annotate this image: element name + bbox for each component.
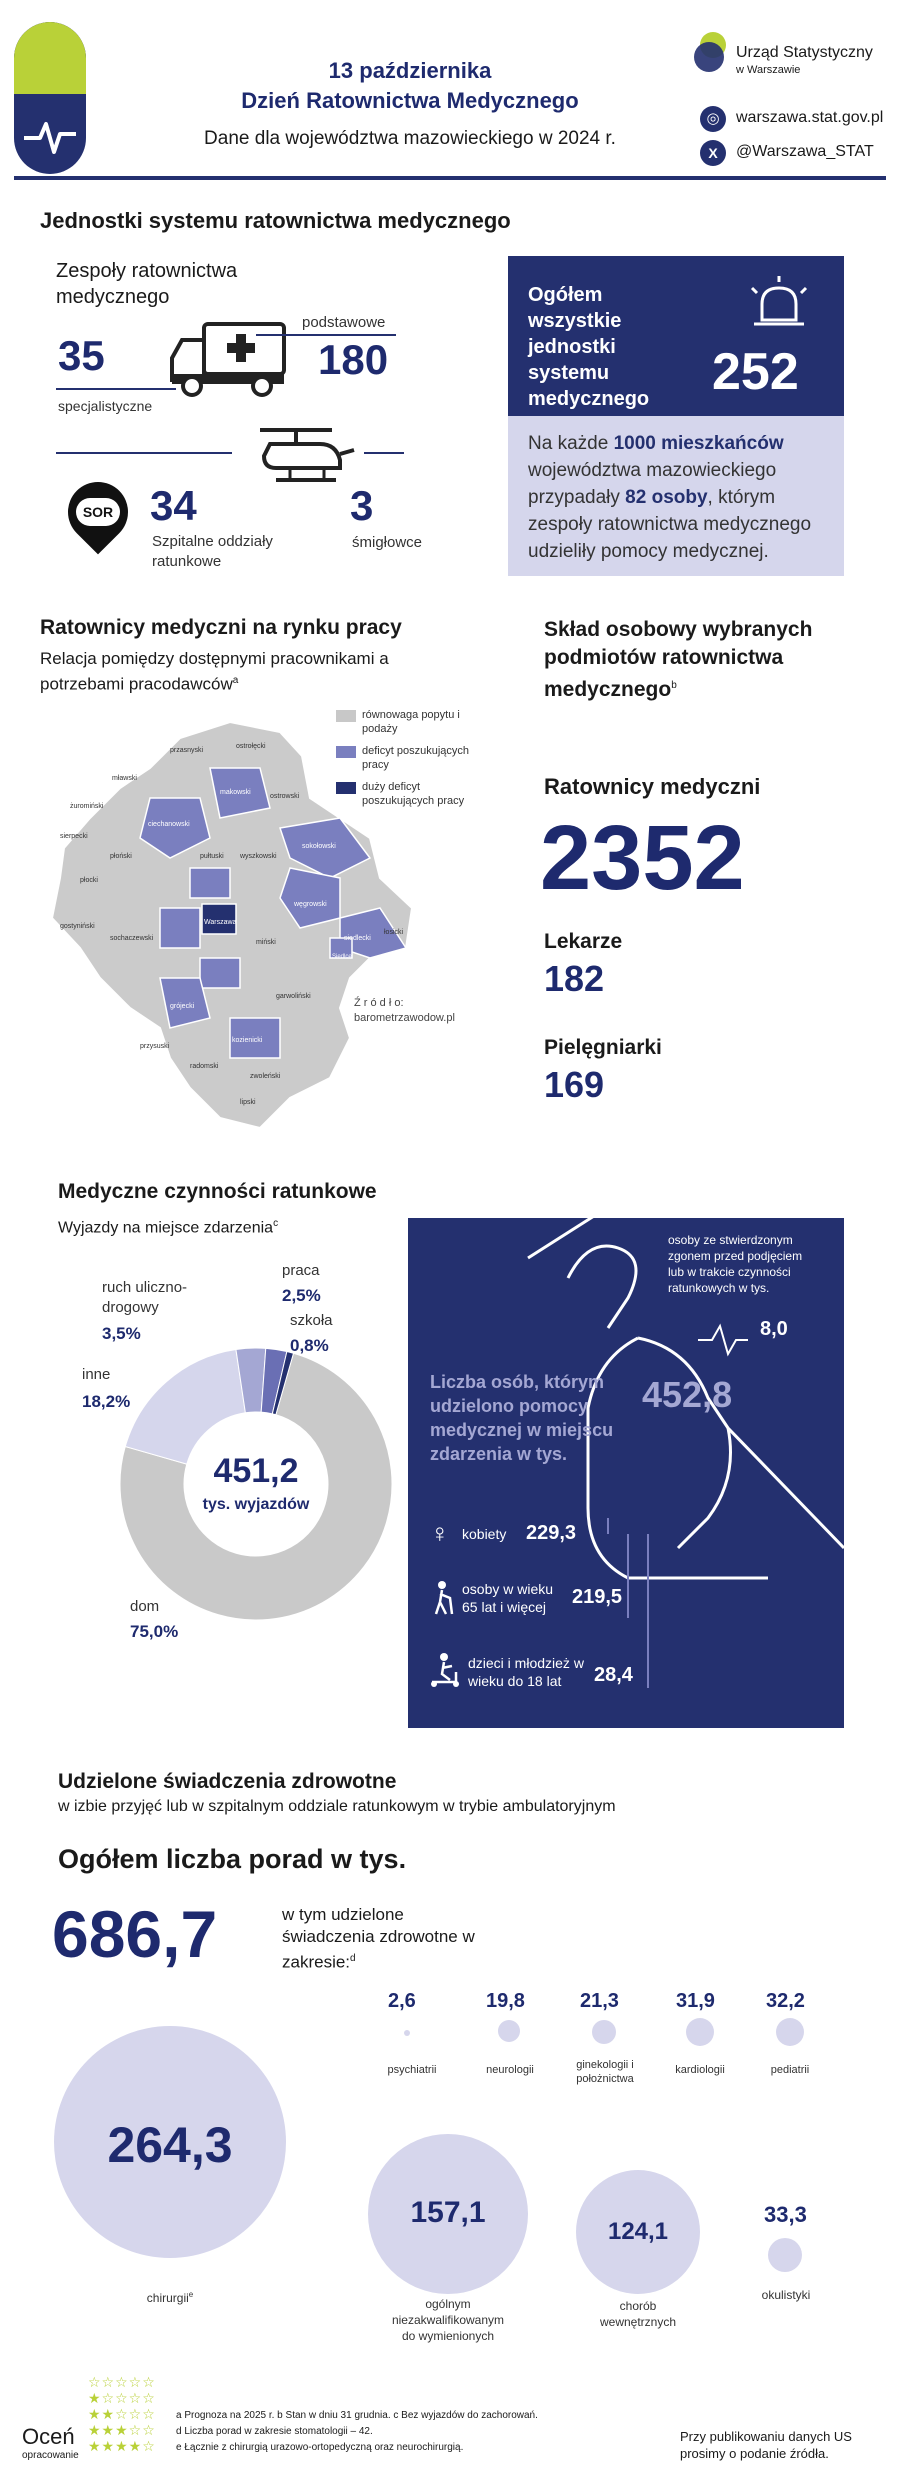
county-label-minski: miński	[256, 939, 276, 946]
county-label-sochaczewski: sochaczewski	[110, 935, 154, 942]
legend-swatch-balance	[336, 710, 356, 722]
nurses-label: Pielęgniarki	[544, 1036, 662, 1059]
legend-label: równowaga popytu i podaży	[362, 709, 460, 735]
elderly-icon	[428, 1580, 458, 1616]
legend-label: deficyt poszukujących pracy	[362, 745, 469, 771]
x-icon: X	[700, 140, 726, 166]
siren-icon	[744, 274, 814, 334]
star-row-icon: ★★★☆☆	[88, 2422, 156, 2438]
heartbeat-icon	[14, 94, 86, 174]
services-total-heading: Ogółem liczba porad w tys.	[58, 1844, 407, 1874]
pie-center-label: tys. wyjazdów	[202, 1496, 310, 1513]
rating-stars[interactable]	[88, 2374, 178, 2454]
bubble-label-pediatrii: pediatrii	[770, 2064, 810, 2076]
footnote-2: d Liczba porad w zakresie stomatologii – 42.	[176, 2426, 373, 2437]
county-label-ostrolecki: ostrołęcki	[236, 743, 266, 750]
county-label-ciechanowski: ciechanowski	[148, 821, 190, 828]
star-row-icon: ☆☆☆☆☆	[88, 2374, 156, 2390]
pie-value-inne: 18,2%	[82, 1392, 131, 1411]
footnote-3: e Łącznie z chirurgią urazowo-ortopedyczną oraz neurochirurgią.	[176, 2442, 464, 2453]
page-title: Dzień Ratownictwa Medycznego	[241, 88, 579, 113]
county-label-grojecki: grójecki	[170, 1003, 195, 1010]
county-label-plonski: płoński	[110, 853, 132, 860]
chirurgii-footnote-mark: e	[188, 2290, 194, 2299]
heli-label: śmigłowce	[352, 534, 423, 551]
deaths-value: 8,0	[760, 1318, 788, 1340]
county-label-losicki: łosicki	[384, 929, 404, 936]
services-footnote-mark: d	[350, 1953, 356, 1964]
total-units-box	[508, 256, 844, 416]
activities-heading: Medyczne czynności ratunkowe	[58, 1180, 377, 1203]
legend-swatch-large-deficit	[336, 782, 356, 794]
deaths-label: osoby ze stwierdzonym zgonem przed podjęciem lub w trakcie czynności ratunkowych w tys.	[668, 1233, 803, 1295]
teams-label: Zespoły ratownictwa medycznego	[56, 260, 238, 308]
staff-heading	[544, 616, 864, 704]
services-subheading: w izbie przyjęć lub w szpitalnym oddziale ratunkowym w trybie ambulatoryjnym	[58, 1798, 616, 1815]
services-total-value: 686,7	[52, 1897, 218, 1971]
paramedics-label: Ratownicy medyczni	[544, 774, 761, 799]
county-label-warszawa: Warszawa	[204, 919, 237, 926]
county-label-siedlce: Siedlce	[332, 954, 352, 960]
services-scope-label	[282, 1904, 482, 1974]
women-label: kobiety	[462, 1526, 507, 1542]
helped-label: Liczba osób, którym udzielono pomocy medycznej w miejscu zdarzenia w tys.	[430, 1372, 614, 1464]
county-label-radomski: radomski	[190, 1063, 219, 1070]
youth-label: dzieci i młodzież w wieku do 18 lat	[468, 1655, 584, 1689]
pie-label-inne: inne	[82, 1366, 111, 1383]
bubble-label-ginekologii: ginekologii i położnictwa	[576, 2059, 634, 2085]
bubble-value-psychiatrii: 2,6	[388, 1990, 416, 2012]
county-label-pultuski: pułtuski	[200, 853, 224, 860]
bubble-value-kardiologii: 31,9	[676, 1990, 715, 2012]
bubble-pediatrii	[776, 2018, 804, 2046]
rate-sublabel: opracowanie	[22, 2450, 79, 2461]
legend-item	[336, 708, 486, 736]
services-heading: Udzielone świadczenia zdrowotne	[58, 1770, 397, 1793]
footnote-1: a Prognoza na 2025 r. b Stan w dniu 31 grudnia. c Bez wyjazdów do zachorowań.	[176, 2410, 538, 2421]
bubble-value-chorob: 124,1	[607, 2218, 669, 2245]
office-name: Urząd Statystyczny	[736, 44, 873, 61]
county-label-ostrowski: ostrowski	[270, 793, 300, 800]
star-row-icon: ★★☆☆☆	[88, 2406, 156, 2422]
hospital-label: Szpitalne oddziały ratunkowe	[152, 533, 273, 570]
bubble-label-kardiologii: kardiologii	[675, 2064, 725, 2076]
labor-footnote-mark: a	[232, 675, 239, 686]
total-units-value: 252	[712, 343, 799, 401]
bubble-label-neurologii: neurologii	[486, 2064, 534, 2076]
bubble-kardiologii	[686, 2018, 714, 2046]
pie-value-szkola: 0,8%	[290, 1336, 329, 1355]
per-capita-bold1: 1000 mieszkańców	[613, 433, 784, 454]
bubble-value-ginekologii: 21,3	[580, 1990, 619, 2012]
header-logo	[14, 22, 86, 174]
sor-badge: SOR	[76, 498, 120, 526]
basic-label: podstawowe	[302, 314, 386, 331]
website-link[interactable]: warszawa.stat.gov.pl	[736, 109, 884, 126]
county-label-mlawski: mławski	[112, 775, 137, 782]
pie-label-praca: praca	[282, 1262, 320, 1279]
labor-subheading-text: Relacja pomiędzy dostępnymi pracownikami a potrzebami pracodawców	[40, 649, 389, 694]
map-legend	[336, 708, 486, 808]
pie-label-ruch: ruch uliczno-drogowy	[102, 1279, 188, 1316]
pie-value-dom: 75,0%	[130, 1622, 179, 1641]
bubble-label-chorob: chorób wewnętrznych	[599, 2299, 677, 2329]
star-row-icon: ★★★★☆	[88, 2438, 156, 2454]
bubble-value-neurologii: 19,8	[486, 1990, 525, 2012]
per-capita-text3: , którym zespoły ratownictwa medycznego udzieliły pomocy medycznej.	[528, 487, 812, 562]
child-scooter-icon	[426, 1652, 462, 1688]
services-scope-text: w tym udzielone świadczenia zdrowotne w zakresie:	[282, 1905, 475, 1972]
specialist-line	[56, 388, 176, 390]
map-source: Ź r ó d ł o: barometrzawodow.pl	[354, 997, 455, 1024]
activities-subheading-text: Wyjazdy na miejsce zdarzenia	[58, 1219, 274, 1237]
elderly-label: osoby w wieku 65 lat i więcej	[462, 1581, 554, 1615]
bubble-label-okulistyki: okulistyki	[761, 2288, 811, 2302]
bubble-label-chirurgii	[120, 2290, 220, 2305]
county-label-siedlecki: siedlecki	[344, 935, 371, 942]
county-label-kozienicki: kozienicki	[232, 1037, 263, 1044]
county-label-zwolenski: zwoleński	[250, 1073, 281, 1080]
rate-label[interactable]: Oceń	[22, 2424, 75, 2449]
bubble-label-ogolnym: ogólnym niezakwalifikowanym do wymienionych	[391, 2297, 505, 2343]
bubble-value-ogolnym: 157,1	[410, 2196, 486, 2229]
pie-label-szkola: szkoła	[290, 1312, 333, 1329]
hospital-value: 34	[150, 482, 197, 529]
legend-item	[336, 780, 486, 808]
bubble-ginekologii	[592, 2020, 616, 2044]
header-date: 13 października	[328, 58, 492, 83]
female-icon: ♀	[430, 1518, 450, 1548]
elderly-value: 219,5	[572, 1586, 623, 1608]
nurses-value: 169	[544, 1064, 605, 1105]
doctors-value: 182	[544, 958, 605, 999]
bubble-psychiatrii	[404, 2030, 410, 2036]
county-label-lipski: lipski	[240, 1099, 256, 1106]
twitter-link[interactable]: @Warszawa_STAT	[736, 143, 874, 160]
total-units-label: Ogółem wszystkie jednostki systemu medycznego	[528, 284, 650, 410]
county-label-wyszkowski: wyszkowski	[240, 853, 277, 860]
bubble-label-chirurgii-text: chirurgii	[146, 2291, 189, 2305]
pie-value-praca: 2,5%	[282, 1286, 321, 1305]
bubble-label-psychiatrii: psychiatrii	[387, 2064, 437, 2076]
county-label-gostyninski: gostyniński	[60, 923, 95, 930]
paramedics-value: 2352	[540, 807, 745, 909]
per-capita-bold2: 82 osoby	[625, 487, 708, 508]
heli-line-right	[364, 452, 404, 454]
specialist-label: specjalistyczne	[58, 398, 153, 414]
attribution: Przy publikowaniu danych US prosimy o podanie źródła.	[680, 2429, 852, 2461]
legend-item	[336, 744, 486, 772]
county-label-plocki: płocki	[80, 877, 98, 884]
doctors-label: Lekarze	[544, 930, 623, 953]
labor-heading: Ratownicy medyczni na rynku pracy	[40, 616, 402, 639]
per-capita-text1: Na każde	[528, 433, 609, 454]
specialist-value: 35	[58, 332, 105, 379]
star-row-icon: ★☆☆☆☆	[88, 2390, 156, 2406]
county-label-zuromlinski: żuromiński	[70, 803, 104, 810]
staff-footnote-mark: b	[671, 680, 677, 691]
labor-subheading	[40, 648, 400, 696]
heli-line-left	[56, 452, 232, 454]
office-logo-icon	[694, 32, 730, 68]
legend-swatch-deficit	[336, 746, 356, 758]
header-subtitle: Dane dla województwa mazowieckiego w 2024 r.	[204, 128, 616, 149]
bubble-neurologii	[498, 2020, 520, 2042]
globe-icon: ◎	[700, 106, 726, 132]
pie-value-ruch: 3,5%	[102, 1324, 141, 1343]
pie-center-value: 451,2	[213, 1452, 299, 1490]
legend-label: duży deficyt poszukujących pracy	[362, 781, 465, 807]
office-city: w Warszawie	[736, 64, 801, 76]
per-capita-box	[508, 416, 844, 576]
staff-heading-text: Skład osobowy wybranych podmiotów ratownictwa medycznego	[544, 618, 813, 701]
county-label-sierpecki: sierpecki	[60, 833, 88, 840]
ambulance-icon	[168, 318, 288, 398]
county-label-sokolowski: sokołowski	[302, 843, 336, 850]
bubble-okulistyki	[768, 2238, 802, 2272]
header-divider	[14, 176, 886, 180]
county-label-przysuski: przysuski	[140, 1043, 170, 1050]
county-warszawski-zachodni	[160, 908, 200, 948]
women-value: 229,3	[526, 1522, 577, 1544]
activities-subheading	[58, 1218, 278, 1237]
bubble-value-chirurgii: 264,3	[107, 2117, 233, 2173]
rescue-panel	[408, 1218, 844, 1728]
bubble-value-okulistyki: 33,3	[764, 2202, 807, 2227]
county-label-wegrowski: węgrowski	[294, 901, 327, 908]
per-capita-text2: województwa mazowieckiego przypadały	[528, 460, 777, 508]
county-label-garwolinski: garwoliński	[276, 993, 311, 1000]
basic-value: 180	[318, 336, 389, 383]
county-legionowski	[190, 868, 230, 898]
county-label-makowski: makowski	[220, 789, 251, 796]
helped-value: 452,8	[642, 1374, 733, 1415]
heli-value: 3	[350, 482, 374, 529]
pie-label-dom: dom	[130, 1598, 160, 1615]
youth-value: 28,4	[594, 1664, 633, 1686]
bubble-value-pediatrii: 32,2	[766, 1990, 805, 2012]
county-label-przasnyski: przasnyski	[170, 747, 204, 754]
activities-footnote-mark: c	[273, 1218, 279, 1229]
units-heading: Jednostki systemu ratownictwa medycznego	[40, 208, 511, 233]
county-piaseczynski	[200, 958, 240, 988]
helicopter-icon	[246, 424, 356, 494]
